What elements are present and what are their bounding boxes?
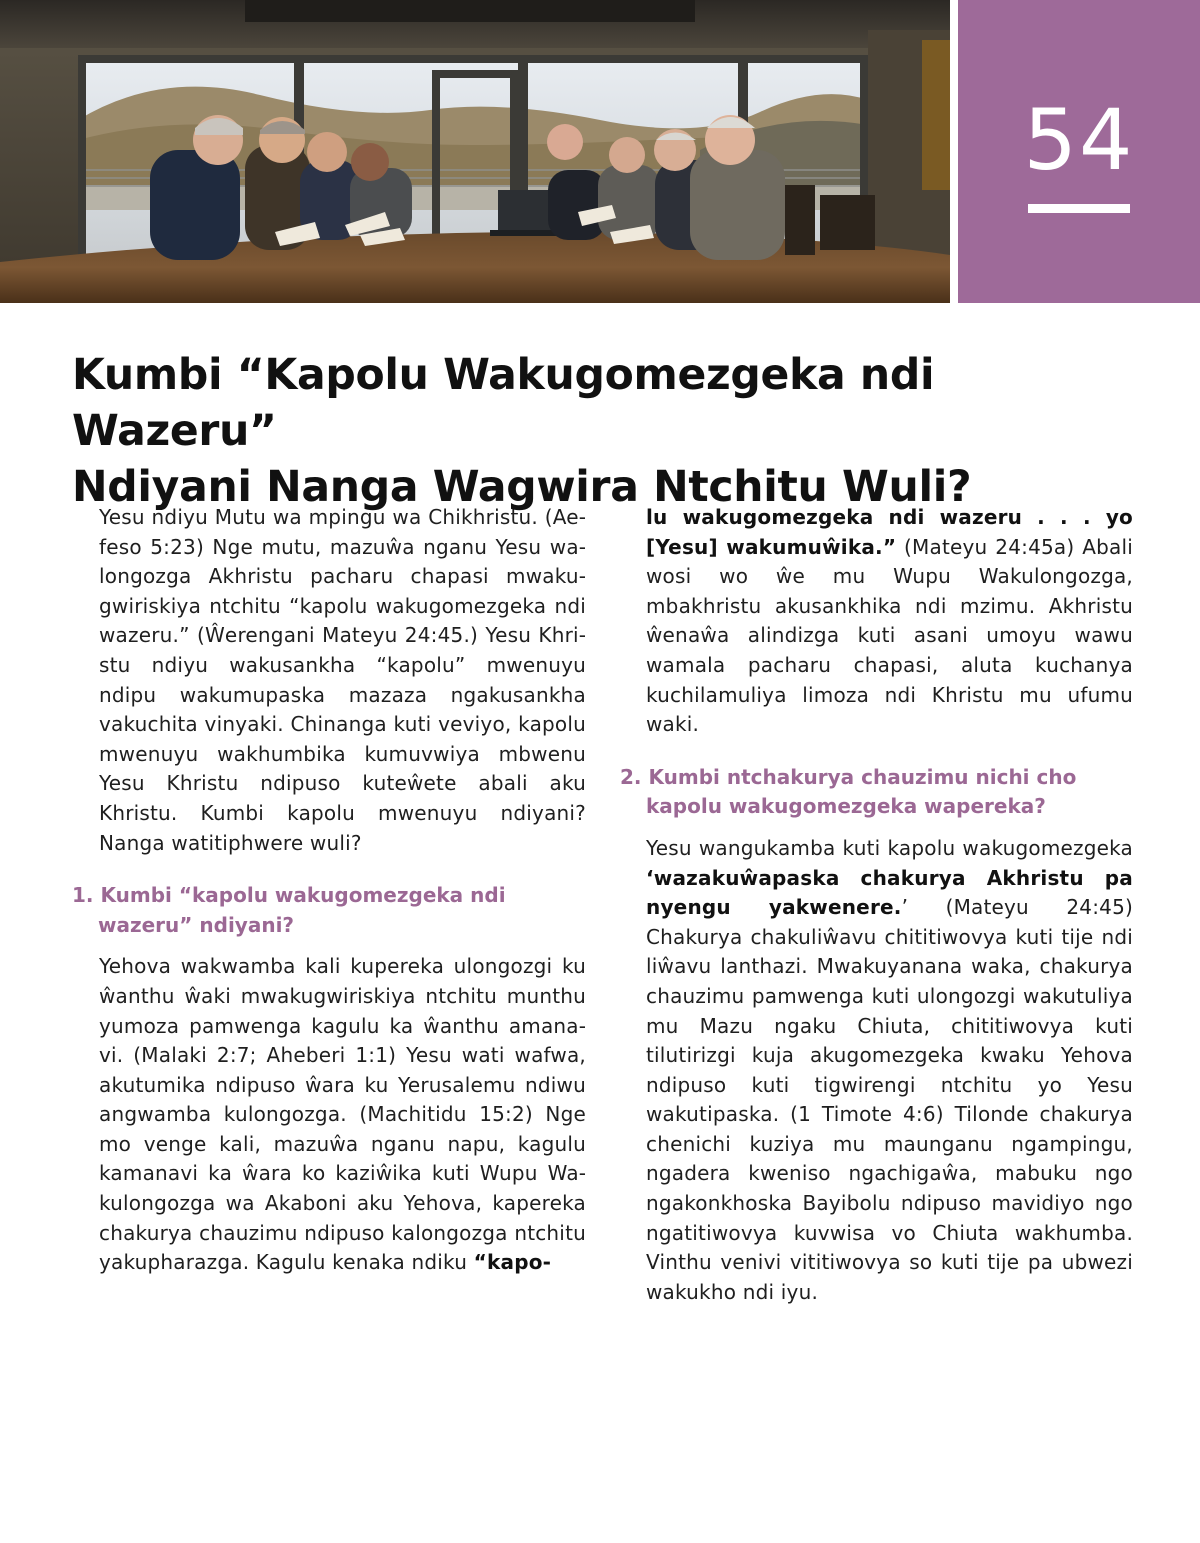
question-1-heading: 1. Kumbi “kapolu wakugomezgeka ndi wazeru” ndiyani? <box>72 883 506 937</box>
lesson-number: 54 <box>1023 91 1135 189</box>
page-title-line-1: Kumbi “Kapolu Wakugomezgeka ndi Wazeru” <box>72 351 935 456</box>
meeting-room-illustration <box>0 0 950 303</box>
lesson-number-box <box>958 0 1200 303</box>
answer-1-continued-text: (Mateyu 24:45a) Abali wosi wo ŵe mu Wupu Wakulongozga, mbakhristu akusankhika ndi mzimu. Akhristu ŵenaŵa alindizga kuti asani umoyu wawu wamala pacharu chapasi, aluta kuchanya kuchilamuliya limoza ndi Khristu mu ufumu waki. <box>646 534 1133 737</box>
right-column <box>620 503 1133 1307</box>
answer-2-text: ’ (Mateyu 24:45) Chakurya chakuliŵavu chititiwovya kuti tije ndi liŵavu lanthazi. Mwakuyanana waka, chakurya chauzimu pamwenga kuti ulongozgi wakutuliya mu Mazu ngaku Chiuta, chititiwovya kuti tilutirizgi kuja akugomezgeka kwaku Yehova ndipuso kuti tigwirengi ntchitu yo Yesu wakutipaska. (1 Timote 4:6) Tilonde chakurya chenichi kuziya mu maunganu ngampingu, ngadera kweniso ngachigaŵa, mabuku ngo ngakonkhoska Bayibolu ndipuso mavidiyo ngo ngatitiwovya kuvwisa vo Chiuta wakhumba. Vinthu venivi vititiwovya so kuti tije pa ubwezi wakukho ndi iyu. <box>646 895 1134 1304</box>
left-column <box>72 503 586 1278</box>
question-2-heading: 2. Kumbi ntchakurya chauzimu nichi cho kapolu wakugomezgeka wapereka? <box>620 764 1077 819</box>
answer-1-continued <box>620 503 1133 740</box>
answer-2-lead: Yesu wangukamba kuti kapolu wakugomezgeka <box>646 835 1133 860</box>
header-photo <box>0 0 950 303</box>
answer-2-paragraph <box>620 834 1133 1308</box>
page-title <box>72 348 1152 516</box>
lesson-number-underline <box>1028 204 1130 213</box>
answer-2-quote: ‘wazakuŵapaska chakurya Akhristu pa nyengu yakwenere. <box>646 865 1133 920</box>
answer-1-text: Yehova wakwamba kali kupereka ulongozgi ku ŵanthu ŵaki mwakugwiriskiya ntchitu munthu yumoza pamwenga kagulu ka ŵanthu amanavi. (Malaki 2:7; Aheberi 1:1) Yesu wati wafwa, akutumika ndipuso ŵara ku Yerusalemu ndiwu angwamba kulongozga. (Machitidu 15:2) Nge mo venge kali, mazuŵa nganu napu, kagulu kamanavi ka ŵara ko kaziŵika kuti Wupu Wakulongozga wa Akaboni aku Yehova, kapereka chakurya chauzimu ndipuso kalongozga ntchitu yakupharazga. Kagulu kenaka ndiku <box>99 954 586 1275</box>
answer-1-paragraph <box>72 952 586 1278</box>
answer-1-quote-end: lu wakugomezgeka ndi wazeru . . . yo [Yesu] wakumuŵika.” <box>646 505 1133 559</box>
page-title-line-2: Ndiyani Nanga Wagwira Ntchitu Wuli? <box>72 463 972 512</box>
intro-paragraph: Yesu ndiyu Mutu wa mpingu wa Chikhristu. (Aefeso 5:23) Nge mutu, mazuŵa nganu Yesu walongozga Akhristu pacharu chapasi mwakugwiriskiya ntchitu “kapolu wakugomezgeka ndi wazeru.” (Ŵerengani Mateyu 24:45.) Yesu Khristu ndiyu wakusankha “kapolu” mwenuyu ndipu wakumupaska mazaza ngakusankha vakuchita vinyaki. Chinanga kuti veviyo, kapolu mwenuyu wakhumbika kumuvwiya mbwenu Yesu Khristu ndipuso kuteŵete abali aku Khristu. Kumbi kapolu mwenuyu ndiyani? Nanga watitiphwere wuli? <box>99 505 586 855</box>
answer-1-quote-start: “kapo- <box>473 1250 552 1275</box>
